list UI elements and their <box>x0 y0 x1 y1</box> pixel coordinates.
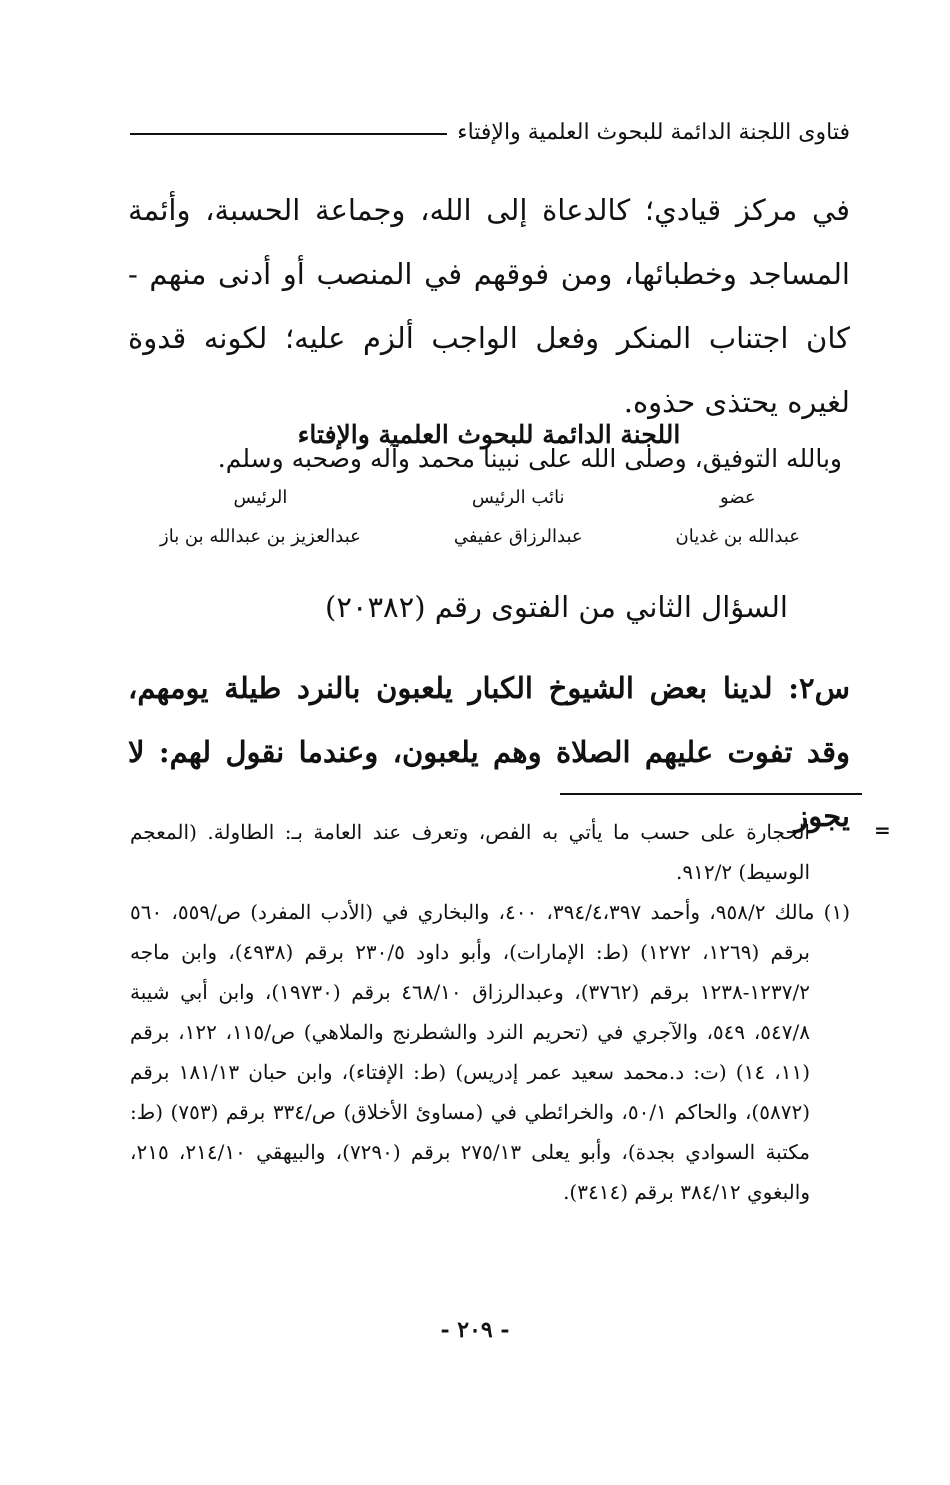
committee-name: اللجنة الدائمة للبحوث العلمية والإفتاء <box>297 420 681 449</box>
signature-vice-president <box>454 482 583 552</box>
running-title: فتاوى اللجنة الدائمة للبحوث العلمية والإفتاء <box>457 119 850 145</box>
running-header <box>130 112 850 152</box>
footnote-1: (١) مالك ٩٥٨/٢، وأحمد ٣٩٤/٤،٣٩٧، ٤٠٠، والبخاري في (الأدب المفرد) ص/٥٥٩، ٥٦٠ برقم (١٢٦٩، ١٢٧٢) (ط: الإمارات)، وأبو داود ٢٣٠/٥ برقم (٤٩٣٨)، وابن ماجه ١٢٣٧/٢-١٢٣٨ برقم (٣٧٦٢)، وعبدالرزاق ٤٦٨/١٠ برقم (١٩٧٣٠)، وابن أبي شيبة ٥٤٧/٨، ٥٤٩، والآجري في (تحريم النرد والشطرنج والملاهي) ص/١١٥، ١٢٢، برقم (١١، ١٤) (ت: د.محمد سعيد عمر إدريس) (ط: الإفتاء)، وابن حبان ١٨١/١٣ برقم (٥٨٧٢)، والحاكم ٥٠/١، والخرائطي في (مساوئ الأخلاق) ص/٣٣٤ برقم (٧٥٣) (ط: مكتبة السوادي بجدة)، وأبو يعلى ٢٧٥/١٣ برقم (٧٢٩٠)، والبيهقي ٢١٤/١٠، ٢١٥، والبغوي ٣٨٤/١٢ برقم (٣٤١٤). <box>130 900 850 1204</box>
signature-role: الرئيس <box>233 487 288 508</box>
footnote-rule <box>560 793 862 795</box>
signature-role: نائب الرئيس <box>471 487 565 508</box>
footnote-continuation-marker: = <box>874 818 891 842</box>
signature-block <box>160 482 800 552</box>
signature-role: عضو <box>719 487 756 508</box>
question-text: س٢: لدينا بعض الشيوخ الكبار يلعبون بالنرد طيلة يومهم، وقد تفوت عليهم الصلاة وهم يلعبون، وعندما نقول لهم: لا يجوز <box>128 671 850 833</box>
header-rule <box>130 133 447 135</box>
answer-paragraph: في مركز قيادي؛ كالدعاة إلى الله، وجماعة الحسبة، وأئمة المساجد وخطبائها، ومن فوقهم في المنصب أو أدنى منهم - كان اجتناب المنكر وفعل الواجب ألزم عليه؛ لكونه قدوة لغيره يحتذى حذوه. <box>128 193 850 419</box>
page-number: - ٢٠٩ - <box>440 1317 510 1343</box>
signature-name: عبدالعزيز بن عبدالله بن باز <box>160 526 361 547</box>
signature-name: عبدالرزاق عفيفي <box>453 526 583 547</box>
signature-name: عبدالله بن غديان <box>675 526 800 547</box>
closing-line: وبالله التوفيق، وصلى الله على نبينا محمد وآله وصحبه وسلم. <box>217 444 842 473</box>
footnote-continuation: الحجارة على حسب ما يأتي به الفص، وتعرف عند العامة بـ: الطاولة. (المعجم الوسيط) ٩١٢/٢. <box>130 820 810 884</box>
signature-member <box>676 482 800 552</box>
question-heading: السؤال الثاني من الفتوى رقم (٢٠٣٨٢) <box>325 590 788 624</box>
signature-president <box>160 482 361 552</box>
footnotes <box>130 812 850 1212</box>
